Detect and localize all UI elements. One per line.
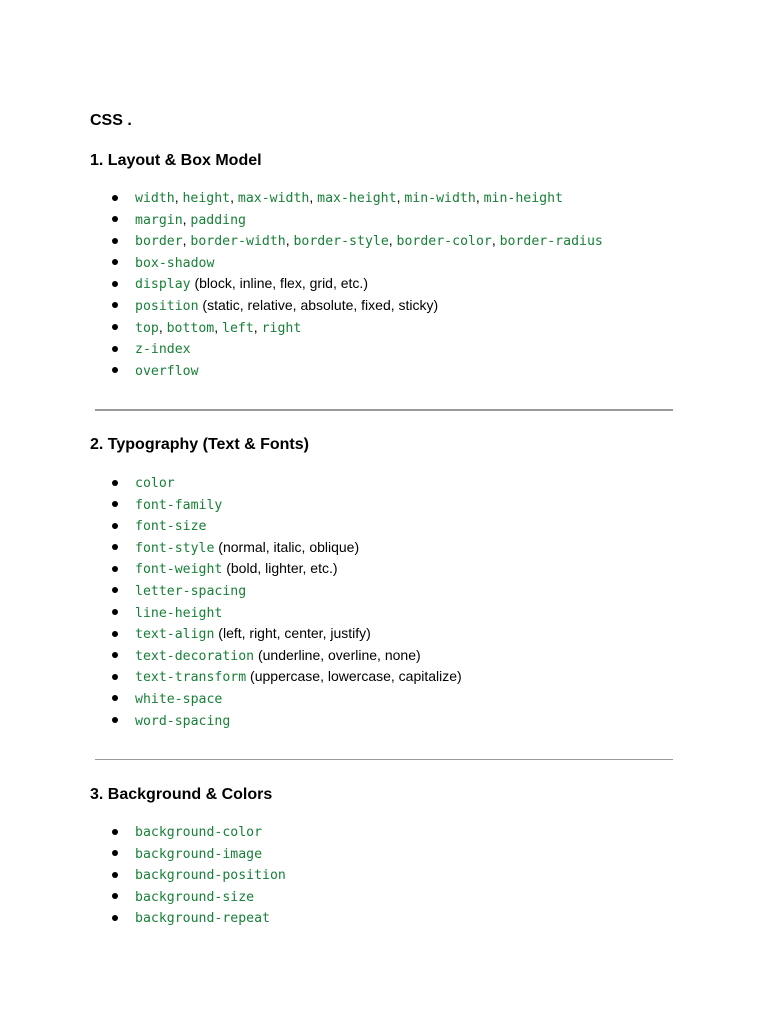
property-note: (left, right, center, justify): [214, 625, 371, 642]
property-name: position: [135, 298, 199, 314]
property-name: top: [135, 320, 159, 336]
bullet-icon: [112, 587, 118, 593]
list-item: [90, 494, 462, 516]
property-name: word-spacing: [135, 713, 231, 729]
list-item: [90, 645, 462, 667]
bullet-icon: [112, 674, 118, 680]
bullet-icon: [112, 480, 118, 486]
property-name: left: [222, 320, 254, 336]
bullet-icon: [112, 324, 118, 330]
list-item: [90, 886, 286, 908]
bullet-icon: [112, 652, 118, 658]
property-note: (normal, italic, oblique): [214, 538, 360, 555]
list-item: [90, 602, 462, 624]
list-item: [90, 295, 603, 317]
property-note: ,: [182, 210, 191, 227]
list-item: [90, 338, 603, 360]
property-name: min-height: [483, 191, 563, 206]
property-name: display: [135, 277, 191, 293]
bullet-icon: [112, 695, 118, 701]
bullet-icon: [112, 195, 118, 201]
section-heading-background: 3. Background & Colors: [90, 786, 273, 803]
property-note: ,: [491, 232, 500, 249]
bullet-icon: [112, 872, 118, 878]
property-note: (block, inline, flex, grid, etc.): [190, 275, 368, 292]
list-item: [90, 821, 286, 843]
bullet-icon: [112, 850, 118, 856]
property-note: (uppercase, lowercase, capitalize): [246, 668, 462, 685]
property-name: text-align: [135, 627, 215, 643]
list-item: [90, 537, 462, 559]
property-name: background-position: [135, 868, 286, 884]
bullet-icon: [112, 566, 118, 572]
bullet-icon: [112, 523, 118, 529]
bullet-icon: [112, 893, 118, 899]
property-name: bottom: [166, 320, 215, 336]
list-item: [90, 907, 286, 929]
bullet-icon: [112, 501, 118, 507]
property-note: (underline, overline, none): [254, 646, 421, 663]
list-item: [90, 472, 462, 494]
property-note: ,: [396, 189, 405, 205]
list-item: [90, 209, 603, 231]
property-note: ,: [174, 189, 183, 205]
list-item: [90, 688, 462, 710]
bullet-icon: [112, 367, 118, 373]
list-item: [90, 273, 603, 295]
property-note: ,: [388, 232, 397, 249]
property-name: color: [135, 476, 175, 491]
list-item: [90, 710, 462, 732]
property-name: background-size: [135, 889, 255, 905]
bullet-icon: [112, 259, 118, 265]
list-item: [90, 252, 603, 274]
property-name: border-width: [190, 234, 286, 250]
property-list-background: [90, 821, 286, 929]
property-note: (bold, lighter, etc.): [222, 560, 338, 577]
property-name: max-height: [317, 191, 397, 206]
property-name: box-shadow: [135, 255, 215, 271]
bullet-icon: [112, 829, 118, 835]
list-item: [90, 864, 286, 886]
property-name: font-size: [135, 519, 207, 535]
property-list-layout: [90, 187, 603, 381]
list-item: [90, 317, 603, 339]
property-note: ,: [230, 189, 238, 205]
list-item: [90, 666, 462, 688]
bullet-icon: [112, 631, 118, 637]
property-name: max-width: [237, 191, 310, 206]
property-name: background-color: [135, 825, 263, 840]
section-divider: [95, 759, 673, 760]
property-name: right: [261, 320, 302, 336]
property-name: border-color: [396, 234, 492, 250]
property-name: background-image: [135, 846, 263, 862]
property-name: text-decoration: [135, 648, 255, 664]
list-item: [90, 580, 462, 602]
property-name: border-radius: [499, 234, 603, 250]
bullet-icon: [112, 302, 118, 308]
property-name: letter-spacing: [135, 583, 247, 599]
property-name: height: [182, 191, 231, 206]
section-heading-typography: 2. Typography (Text & Fonts): [90, 436, 309, 453]
property-name: border: [135, 234, 183, 250]
property-name: line-height: [135, 605, 223, 621]
property-name: font-style: [135, 540, 215, 556]
bullet-icon: [112, 216, 118, 222]
property-name: margin: [135, 212, 183, 228]
property-name: white-space: [135, 691, 223, 707]
property-name: padding: [190, 212, 246, 228]
property-name: text-transform: [135, 670, 247, 686]
document-title: CSS .: [90, 112, 132, 129]
list-item: [90, 843, 286, 865]
property-note: ,: [158, 318, 167, 335]
bullet-icon: [112, 609, 118, 615]
bullet-icon: [112, 915, 118, 921]
section-divider: [95, 409, 673, 411]
property-note: ,: [253, 318, 262, 335]
bullet-icon: [112, 346, 118, 352]
list-item: [90, 230, 603, 252]
list-item: [90, 187, 603, 209]
property-name: overflow: [135, 363, 199, 379]
property-name: min-width: [404, 191, 476, 206]
property-note: ,: [182, 232, 191, 249]
property-note: ,: [285, 232, 294, 249]
list-item: [90, 558, 462, 580]
property-name: border-style: [293, 234, 389, 250]
property-list-typography: [90, 472, 462, 731]
property-note: ,: [214, 318, 223, 335]
section-heading-layout: 1. Layout & Box Model: [90, 152, 262, 169]
property-name: font-weight: [135, 562, 223, 578]
property-name: z-index: [135, 342, 191, 358]
list-item: [90, 360, 603, 382]
property-note: ,: [475, 189, 484, 205]
property-name: width: [135, 191, 175, 206]
property-name: font-family: [135, 497, 223, 513]
bullet-icon: [112, 281, 118, 287]
property-note: (static, relative, absolute, fixed, sticky): [198, 296, 439, 313]
bullet-icon: [112, 717, 118, 723]
bullet-icon: [112, 544, 118, 550]
list-item: [90, 623, 462, 645]
property-name: background-repeat: [135, 911, 270, 927]
property-note: ,: [309, 189, 318, 205]
list-item: [90, 515, 462, 537]
bullet-icon: [112, 238, 118, 244]
